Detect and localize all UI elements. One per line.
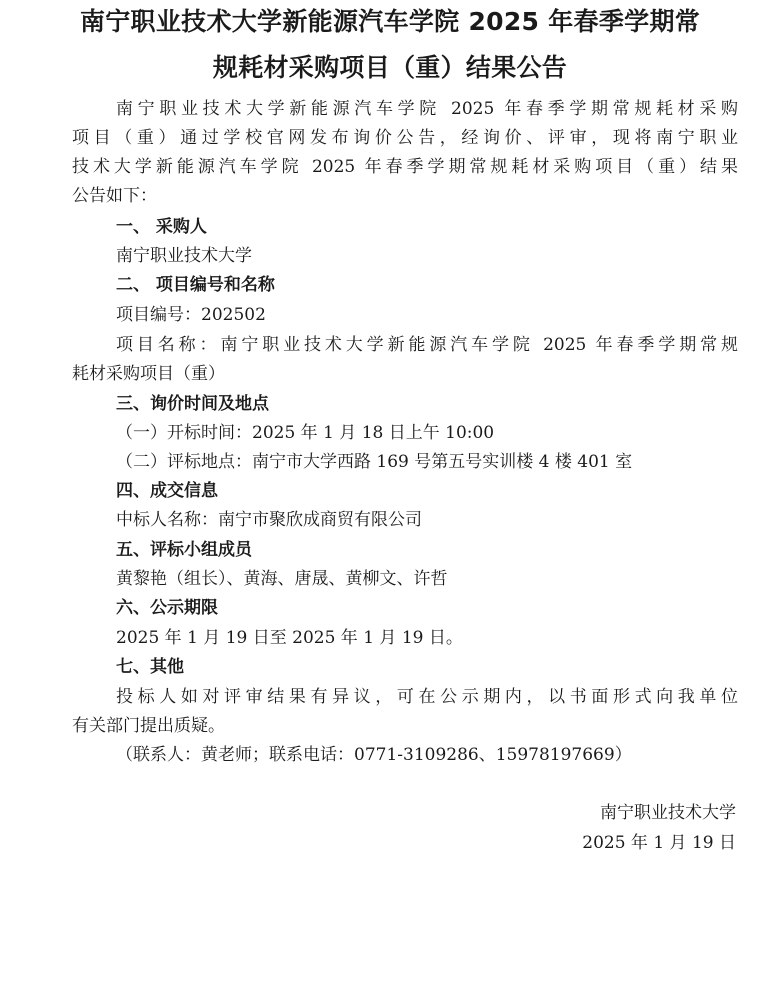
document-title-line-2: 规耗材采购项目（重）结果公告 bbox=[212, 53, 568, 82]
project-number: 项目编号：202502 bbox=[116, 305, 266, 325]
section-heading-panel: 五、评标小组成员 bbox=[116, 540, 252, 560]
bid-evaluation-place: （二）评标地点：南宁市大学西路 169 号第五号实训楼 4 楼 401 室 bbox=[116, 452, 633, 472]
section-heading-publicity: 六、公示期限 bbox=[116, 598, 218, 618]
publicity-period: 2025 年 1 月 19 日至 2025 年 1 月 19 日。 bbox=[116, 628, 463, 648]
contact-info: （联系人：黄老师；联系电话：0771-3109286、15978197669） bbox=[116, 745, 632, 765]
project-name-line-2: 耗材采购项目（重） bbox=[72, 364, 225, 384]
section-heading-inquiry: 三、询价时间及地点 bbox=[116, 394, 269, 414]
objection-line-1: 投标人如对评审结果有异议，可在公示期内，以书面形式向我单位 bbox=[116, 687, 738, 707]
objection-line-2: 有关部门提出质疑。 bbox=[72, 716, 225, 736]
section-heading-other: 七、其他 bbox=[116, 657, 184, 677]
project-name-line-1: 项目名称：南宁职业技术大学新能源汽车学院 2025 年春季学期常规 bbox=[116, 335, 738, 355]
purchaser-name: 南宁职业技术大学 bbox=[116, 246, 252, 266]
section-heading-deal: 四、成交信息 bbox=[116, 481, 218, 501]
intro-line-3: 技术大学新能源汽车学院 2025 年春季学期常规耗材采购项目（重）结果 bbox=[72, 157, 738, 177]
signature-date: 2025 年 1 月 19 日 bbox=[582, 833, 736, 853]
intro-line-1: 南宁职业技术大学新能源汽车学院 2025 年春季学期常规耗材采购 bbox=[116, 99, 738, 119]
section-heading-project: 二、 项目编号和名称 bbox=[116, 275, 275, 295]
intro-line-2: 项目（重）通过学校官网发布询价公告，经询价、评审，现将南宁职业 bbox=[72, 128, 738, 148]
winning-bidder: 中标人名称：南宁市聚欣成商贸有限公司 bbox=[116, 510, 422, 530]
document-title-line-1: 南宁职业技术大学新能源汽车学院 2025 年春季学期常 bbox=[79, 7, 701, 36]
bid-opening-time: （一）开标时间：2025 年 1 月 18 日上午 10:00 bbox=[116, 423, 495, 443]
panel-members: 黄黎艳（组长）、黄海、唐晟、黄柳文、许哲 bbox=[116, 569, 448, 589]
section-heading-purchaser: 一、 采购人 bbox=[116, 217, 207, 237]
intro-line-4: 公告如下： bbox=[72, 186, 157, 206]
signature-organization: 南宁职业技术大学 bbox=[600, 803, 736, 823]
